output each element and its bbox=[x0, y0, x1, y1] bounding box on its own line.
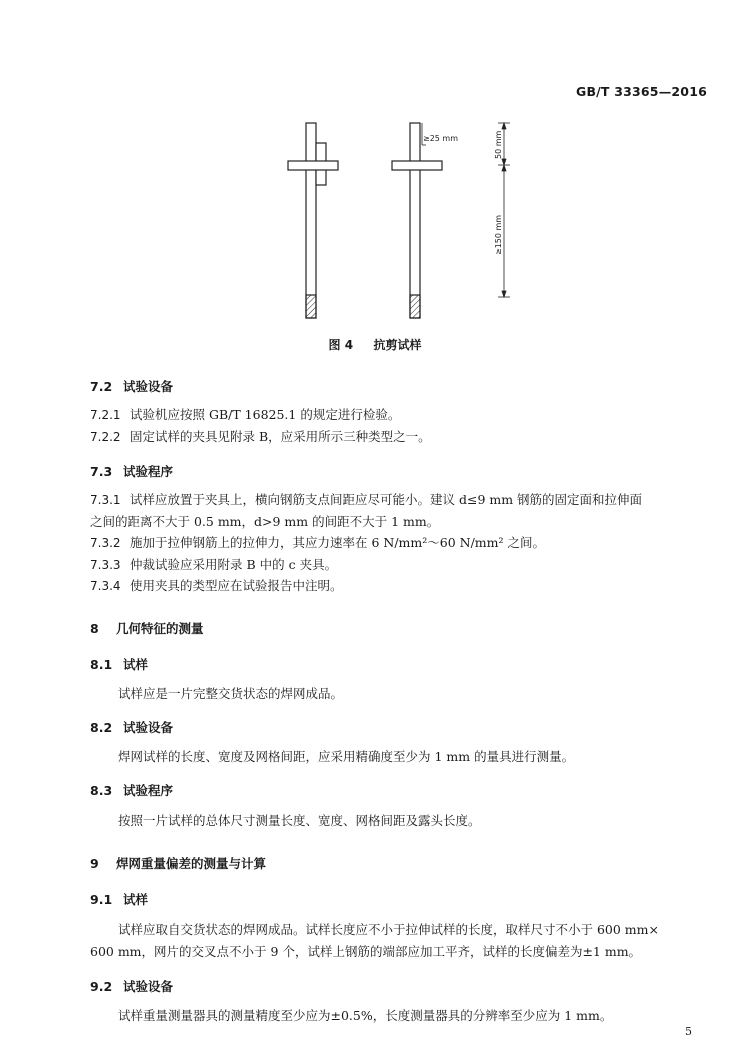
paragraph-9-2: 试样重量测量器具的测量精度至少应为±0.5%，长度测量器具的分辨率至少应为 1 mm。 bbox=[118, 1008, 613, 1023]
section-heading-8-2: 8.2 试验设备 bbox=[90, 720, 174, 735]
paragraph-8-2: 焊网试样的长度、宽度及网格间距，应采用精确度至少为 1 mm 的量具进行测量。 bbox=[118, 749, 575, 764]
right-longitudinal-bar bbox=[410, 123, 420, 318]
section-heading-7-3: 7.3 试验程序 bbox=[90, 464, 174, 479]
clause-7-3-1-continued: 之间的距离不大于 0.5 mm，d>9 mm 的间距不大于 1 mm。 bbox=[90, 514, 440, 529]
section-heading-9-2: 9.2 试验设备 bbox=[90, 979, 174, 994]
figure-title: 抗剪试样 bbox=[373, 338, 422, 352]
section-heading-8-1: 8.1 试样 bbox=[90, 657, 149, 672]
right-transverse-bar bbox=[392, 161, 442, 170]
gap-dimension-label: ≥25 mm bbox=[423, 134, 459, 143]
paragraph-9-1: 试样应取自交货状态的焊网成品。试样长度应不小于拉伸试样的长度，取样尺寸不小于 600 mm× bbox=[118, 922, 659, 937]
clause-7-3-1: 7.3.1 试样应放置于夹具上，横向钢筋支点间距应尽可能小。建议 d≤9 mm 钢筋的固定面和拉伸面 bbox=[90, 492, 643, 507]
section-heading-8-3: 8.3 试验程序 bbox=[90, 783, 174, 798]
clause-7-3-3: 7.3.3 仲裁试验应采用附录 B 中的 c 夹具。 bbox=[90, 557, 338, 572]
section-heading-9-1: 9.1 试样 bbox=[90, 892, 149, 907]
standard-number: GB/T 33365—2016 bbox=[575, 84, 707, 99]
clause-7-2-2: 7.2.2 固定试样的夹具见附录 B，应采用所示三种类型之一。 bbox=[90, 429, 431, 444]
chapter-heading-9: 9 焊网重量偏差的测量与计算 bbox=[90, 856, 267, 871]
left-longitudinal-bar bbox=[306, 123, 316, 318]
section-heading-7-2: 7.2 试验设备 bbox=[90, 379, 174, 394]
left-transverse-bar bbox=[288, 161, 338, 170]
chapter-heading-8: 8 几何特征的测量 bbox=[90, 621, 204, 636]
top-dimension-label: 50 mm bbox=[494, 130, 503, 159]
page-number: 5 bbox=[685, 1025, 692, 1038]
figure-caption bbox=[0, 336, 750, 353]
paragraph-8-1: 试样应是一片完整交货状态的焊网成品。 bbox=[118, 686, 344, 701]
right-grip-end bbox=[410, 295, 420, 318]
figure-number: 图 4 bbox=[328, 338, 354, 352]
paragraph-9-1-continued: 600 mm，网片的交叉点不小于 9 个，试样上钢筋的端部应加工平齐，试样的长度偏差为±1 mm。 bbox=[90, 944, 642, 959]
length-dimension-label: ≥150 mm bbox=[494, 214, 503, 255]
paragraph-8-3: 按照一片试样的总体尺寸测量长度、宽度、网格间距及露头长度。 bbox=[118, 813, 481, 828]
shear-specimen-figure bbox=[270, 115, 530, 325]
clause-7-3-2: 7.3.2 施加于拉伸钢筋上的拉伸力，其应力速率在 6 N/mm²～60 N/mm² 之间。 bbox=[90, 535, 545, 550]
clause-7-2-1: 7.2.1 试验机应按照 GB/T 16825.1 的规定进行检验。 bbox=[90, 407, 401, 422]
clause-7-3-4: 7.3.4 使用夹具的类型应在试验报告中注明。 bbox=[90, 578, 343, 593]
left-grip-end bbox=[306, 295, 316, 318]
